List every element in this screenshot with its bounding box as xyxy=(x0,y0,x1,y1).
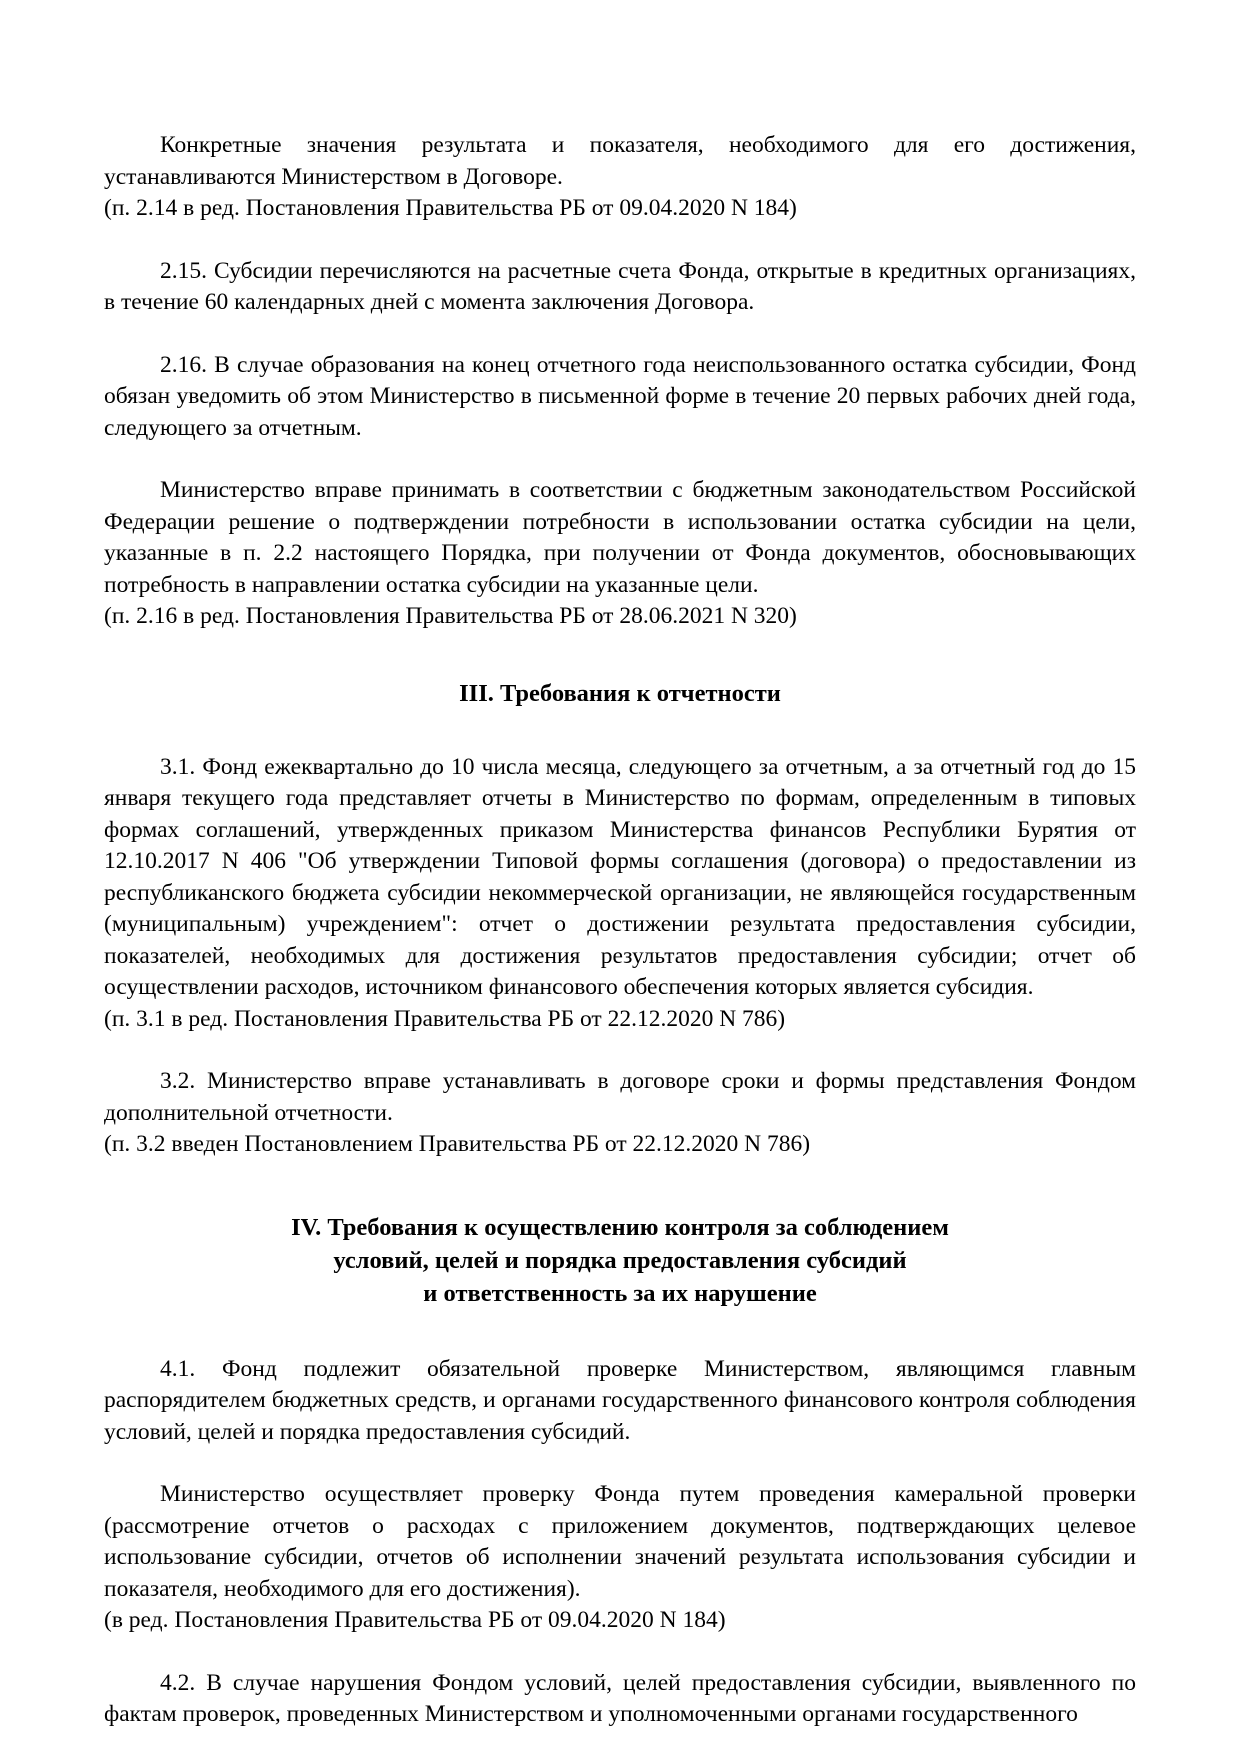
paragraph-4-2: 4.2. В случае нарушения Фондом условий, целей предоставления субсидии, выявленного по фактам проверок, проведенных Министерством и уполномоченными органами государственного xyxy=(104,1669,1136,1727)
paragraph-gap xyxy=(104,225,1136,256)
heading-gap xyxy=(104,1310,1136,1354)
section-heading-iv xyxy=(104,1211,1136,1310)
paragraph-2-16-continued: Министерство вправе принимать в соответствии с бюджетным законодательством Российской Федерации решение о подтверждении потребности в использовании остатка субсидии на цели, указанные в п. 2.2 настоящего Порядка, при получении от Фонда документов, обосновывающих потребность в направлении остатка субсидии на указанные цели. xyxy=(104,477,1136,598)
paragraph-3-2: 3.2. Министерство вправе устанавливать в договоре сроки и формы представления Фондом дополнительной отчетности. xyxy=(104,1068,1136,1126)
paragraph-4-1-continued: Министерство осуществляет проверку Фонда путем проведения камеральной проверки (рассмотрение отчетов о расходах с приложением документов, подтверждающих целевое использование субсидии, отчетов об исполнении значений результата использования субсидии и показателя, необходимого для его достижения). xyxy=(104,1481,1136,1602)
paragraph-gap xyxy=(104,1637,1136,1668)
section-heading-iv-line-1: IV. Требования к осуществлению контроля за соблюдением xyxy=(291,1213,949,1241)
paragraph-4-1: 4.1. Фонд подлежит обязательной проверке Министерством, являющимся главным распорядителем бюджетных средств, и органами государственного финансового контроля соблюдения условий, целей и порядка предоставления субсидий. xyxy=(104,1355,1136,1445)
paragraph-gap xyxy=(104,444,1136,475)
paragraph-gap xyxy=(104,1035,1136,1066)
section-heading-iii xyxy=(104,677,1136,710)
reference-4-1: (в ред. Постановления Правительства РБ от 09.04.2020 N 184) xyxy=(104,1607,726,1633)
reference-2-14: (п. 2.14 в ред. Постановления Правительства РБ от 09.04.2020 N 184) xyxy=(104,195,797,221)
heading-gap xyxy=(104,1161,1136,1211)
paragraph-3-1: 3.1. Фонд ежеквартально до 10 числа месяца, следующего за отчетным, а за отчетный год до 15 января текущего года представляет отчеты в Министерство по формам, определенным в типовых формах соглашений, утвержденных приказом Министерства финансов Республики Бурятия от 12.10.2017 N 406 "Об утверждении Типовой формы соглашения (договора) о предоставлении из республиканского бюджета субсидии некоммерческой организации, не являющейся государственным (муниципальным) учреждением": отчет о достижении результата предоставления субсидии, показателей, необходимых для достижения результатов предоставления субсидии; отчет об осуществлении расходов, источником финансового обеспечения которых является субсидия. xyxy=(104,753,1136,1000)
section-heading-iii-line-1: III. Требования к отчетности xyxy=(459,679,781,707)
paragraph-gap xyxy=(104,319,1136,350)
heading-gap xyxy=(104,710,1136,752)
reference-3-2: (п. 3.2 введен Постановлением Правительства РБ от 22.12.2020 N 786) xyxy=(104,1131,811,1157)
paragraph-2-14-tail: Конкретные значения результата и показателя, необходимого для его достижения, устанавливаются Министерством в Договоре. xyxy=(104,132,1136,190)
reference-3-1: (п. 3.1 в ред. Постановления Правительства РБ от 22.12.2020 N 786) xyxy=(104,1005,786,1032)
document-body xyxy=(104,130,1136,1731)
heading-gap xyxy=(104,633,1136,677)
section-heading-iv-line-3: и ответственность за их нарушение xyxy=(423,1279,817,1307)
paragraph-2-16: 2.16. В случае образования на конец отчетного года неиспользованного остатка субсидии, Фонд обязан уведомить об этом Министерство в письменной форме в течение 20 первых рабочих дней года, следующего за отчетным. xyxy=(104,351,1136,441)
paragraph-2-15: 2.15. Субсидии перечисляются на расчетные счета Фонда, открытые в кредитных организациях, в течение 60 календарных дней с момента заключения Договора. xyxy=(104,257,1136,315)
paragraph-gap xyxy=(104,1448,1136,1479)
section-heading-iv-line-2: условий, целей и порядка предоставления субсидий xyxy=(333,1246,907,1274)
reference-2-16: (п. 2.16 в ред. Постановления Правительства РБ от 28.06.2021 N 320) xyxy=(104,603,797,629)
